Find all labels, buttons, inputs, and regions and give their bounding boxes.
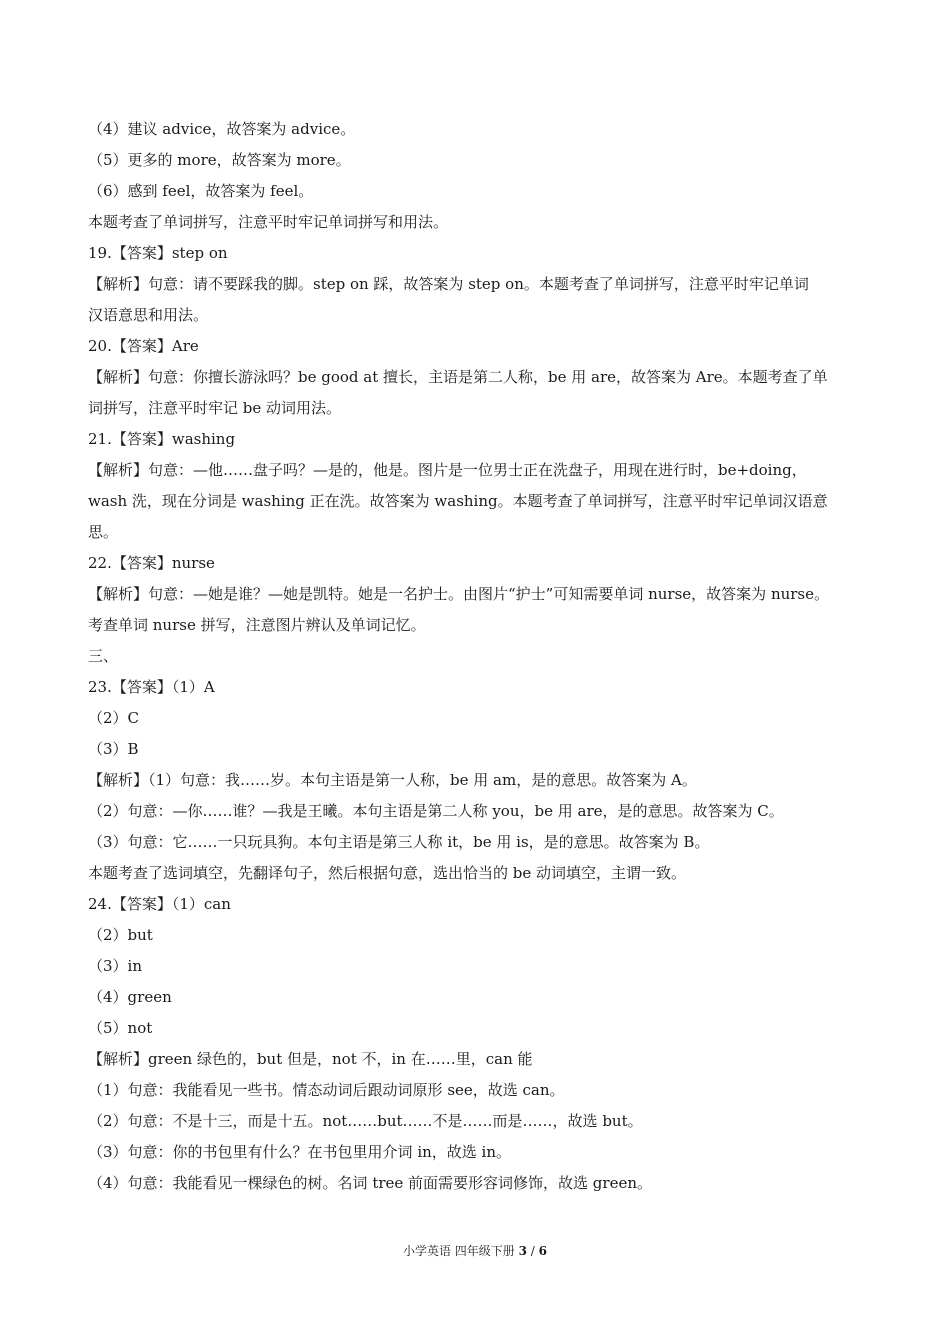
text-line: wash 洗，现在分词是 washing 正在洗。故答案为 washing。本题考查了单词拼写，注意平时牢记单词汉语意 (88, 492, 828, 510)
footer-page-number: 3 (518, 1244, 527, 1258)
text-line: （2）but (88, 926, 153, 944)
text-line: 19.【答案】step on (88, 244, 228, 262)
text-line: 【解析】（1）句意：我……岁。本句主语是第一人称，be 用 am，是的意思。故答案为 A。 (88, 771, 697, 789)
text-line: （6）感到 feel，故答案为 feel。 (88, 182, 314, 200)
text-line: （2）句意：不是十三，而是十五。not……but……不是……而是……，故选 but。 (88, 1112, 643, 1130)
text-line: 考查单词 nurse 拼写，注意图片辨认及单词记忆。 (88, 616, 426, 634)
text-line: （4）建议 advice，故答案为 advice。 (88, 120, 356, 138)
footer-separator: / (530, 1244, 535, 1258)
text-line: 【解析】句意：请不要踩我的脚。step on 踩，故答案为 step on。本题考查了单词拼写，注意平时牢记单词 (88, 275, 809, 293)
text-line: 思。 (88, 523, 119, 541)
text-line: 24.【答案】（1）can (88, 895, 231, 913)
text-line: （3）句意：它……一只玩具狗。本句主语是第三人称 it，be 用 is，是的意思。故答案为 B。 (88, 833, 710, 851)
text-line: （3）句意：你的书包里有什么？在书包里用介词 in，故选 in。 (88, 1143, 511, 1161)
footer-subject: 小学英语 四年级下册 (402, 1244, 515, 1258)
text-line: 词拼写，注意平时牢记 be 动词用法。 (88, 399, 342, 417)
text-line: 20.【答案】Are (88, 337, 199, 355)
text-line: 汉语意思和用法。 (88, 306, 209, 324)
footer-total-pages: 6 (538, 1244, 548, 1258)
text-line: 23.【答案】（1）A (88, 678, 215, 696)
text-line: 本题考查了选词填空，先翻译句子，然后根据句意，选出恰当的 be 动词填空，主谓一致。 (88, 864, 687, 882)
text-line: （3）in (88, 957, 143, 975)
text-line: （5）更多的 more，故答案为 more。 (88, 151, 351, 169)
text-line: 【解析】green 绿色的，but 但是，not 不，in 在……里，can 能 (88, 1050, 533, 1068)
text-line: （2）句意：—你……谁？—我是王曦。本句主语是第二人称 you，be 用 are，是的意思。故答案为 C。 (88, 802, 784, 820)
text-line: 三、 (88, 647, 119, 665)
text-line: 【解析】句意：你擅长游泳吗？be good at 擅长，主语是第二人称，be 用 are，故答案为 Are。本题考查了单 (88, 368, 828, 386)
document-body (88, 114, 868, 1199)
text-line: 本题考查了单词拼写，注意平时牢记单词拼写和用法。 (88, 213, 449, 231)
text-line: 21.【答案】washing (88, 430, 236, 448)
text-line: （1）句意：我能看见一些书。情态动词后跟动词原形 see，故选 can。 (88, 1081, 565, 1099)
text-line: 【解析】句意：—她是谁？—她是凯特。她是一名护士。由图片“护士”可知需要单词 nurse，故答案为 nurse。 (88, 585, 830, 603)
text-line: （3）B (88, 740, 139, 758)
text-line: 22.【答案】nurse (88, 554, 215, 572)
text-line: （4）句意：我能看见一棵绿色的树。名词 tree 前面需要形容词修饰，故选 green。 (88, 1174, 652, 1192)
text-line: （5）not (88, 1019, 153, 1037)
text-line: （2）C (88, 709, 140, 727)
text-line: （4）green (88, 988, 172, 1006)
text-line: 【解析】句意：—他……盘子吗？—是的，他是。图片是一位男士正在洗盘子，用现在进行时，be+doing， (88, 461, 807, 479)
page-footer (0, 1243, 950, 1259)
